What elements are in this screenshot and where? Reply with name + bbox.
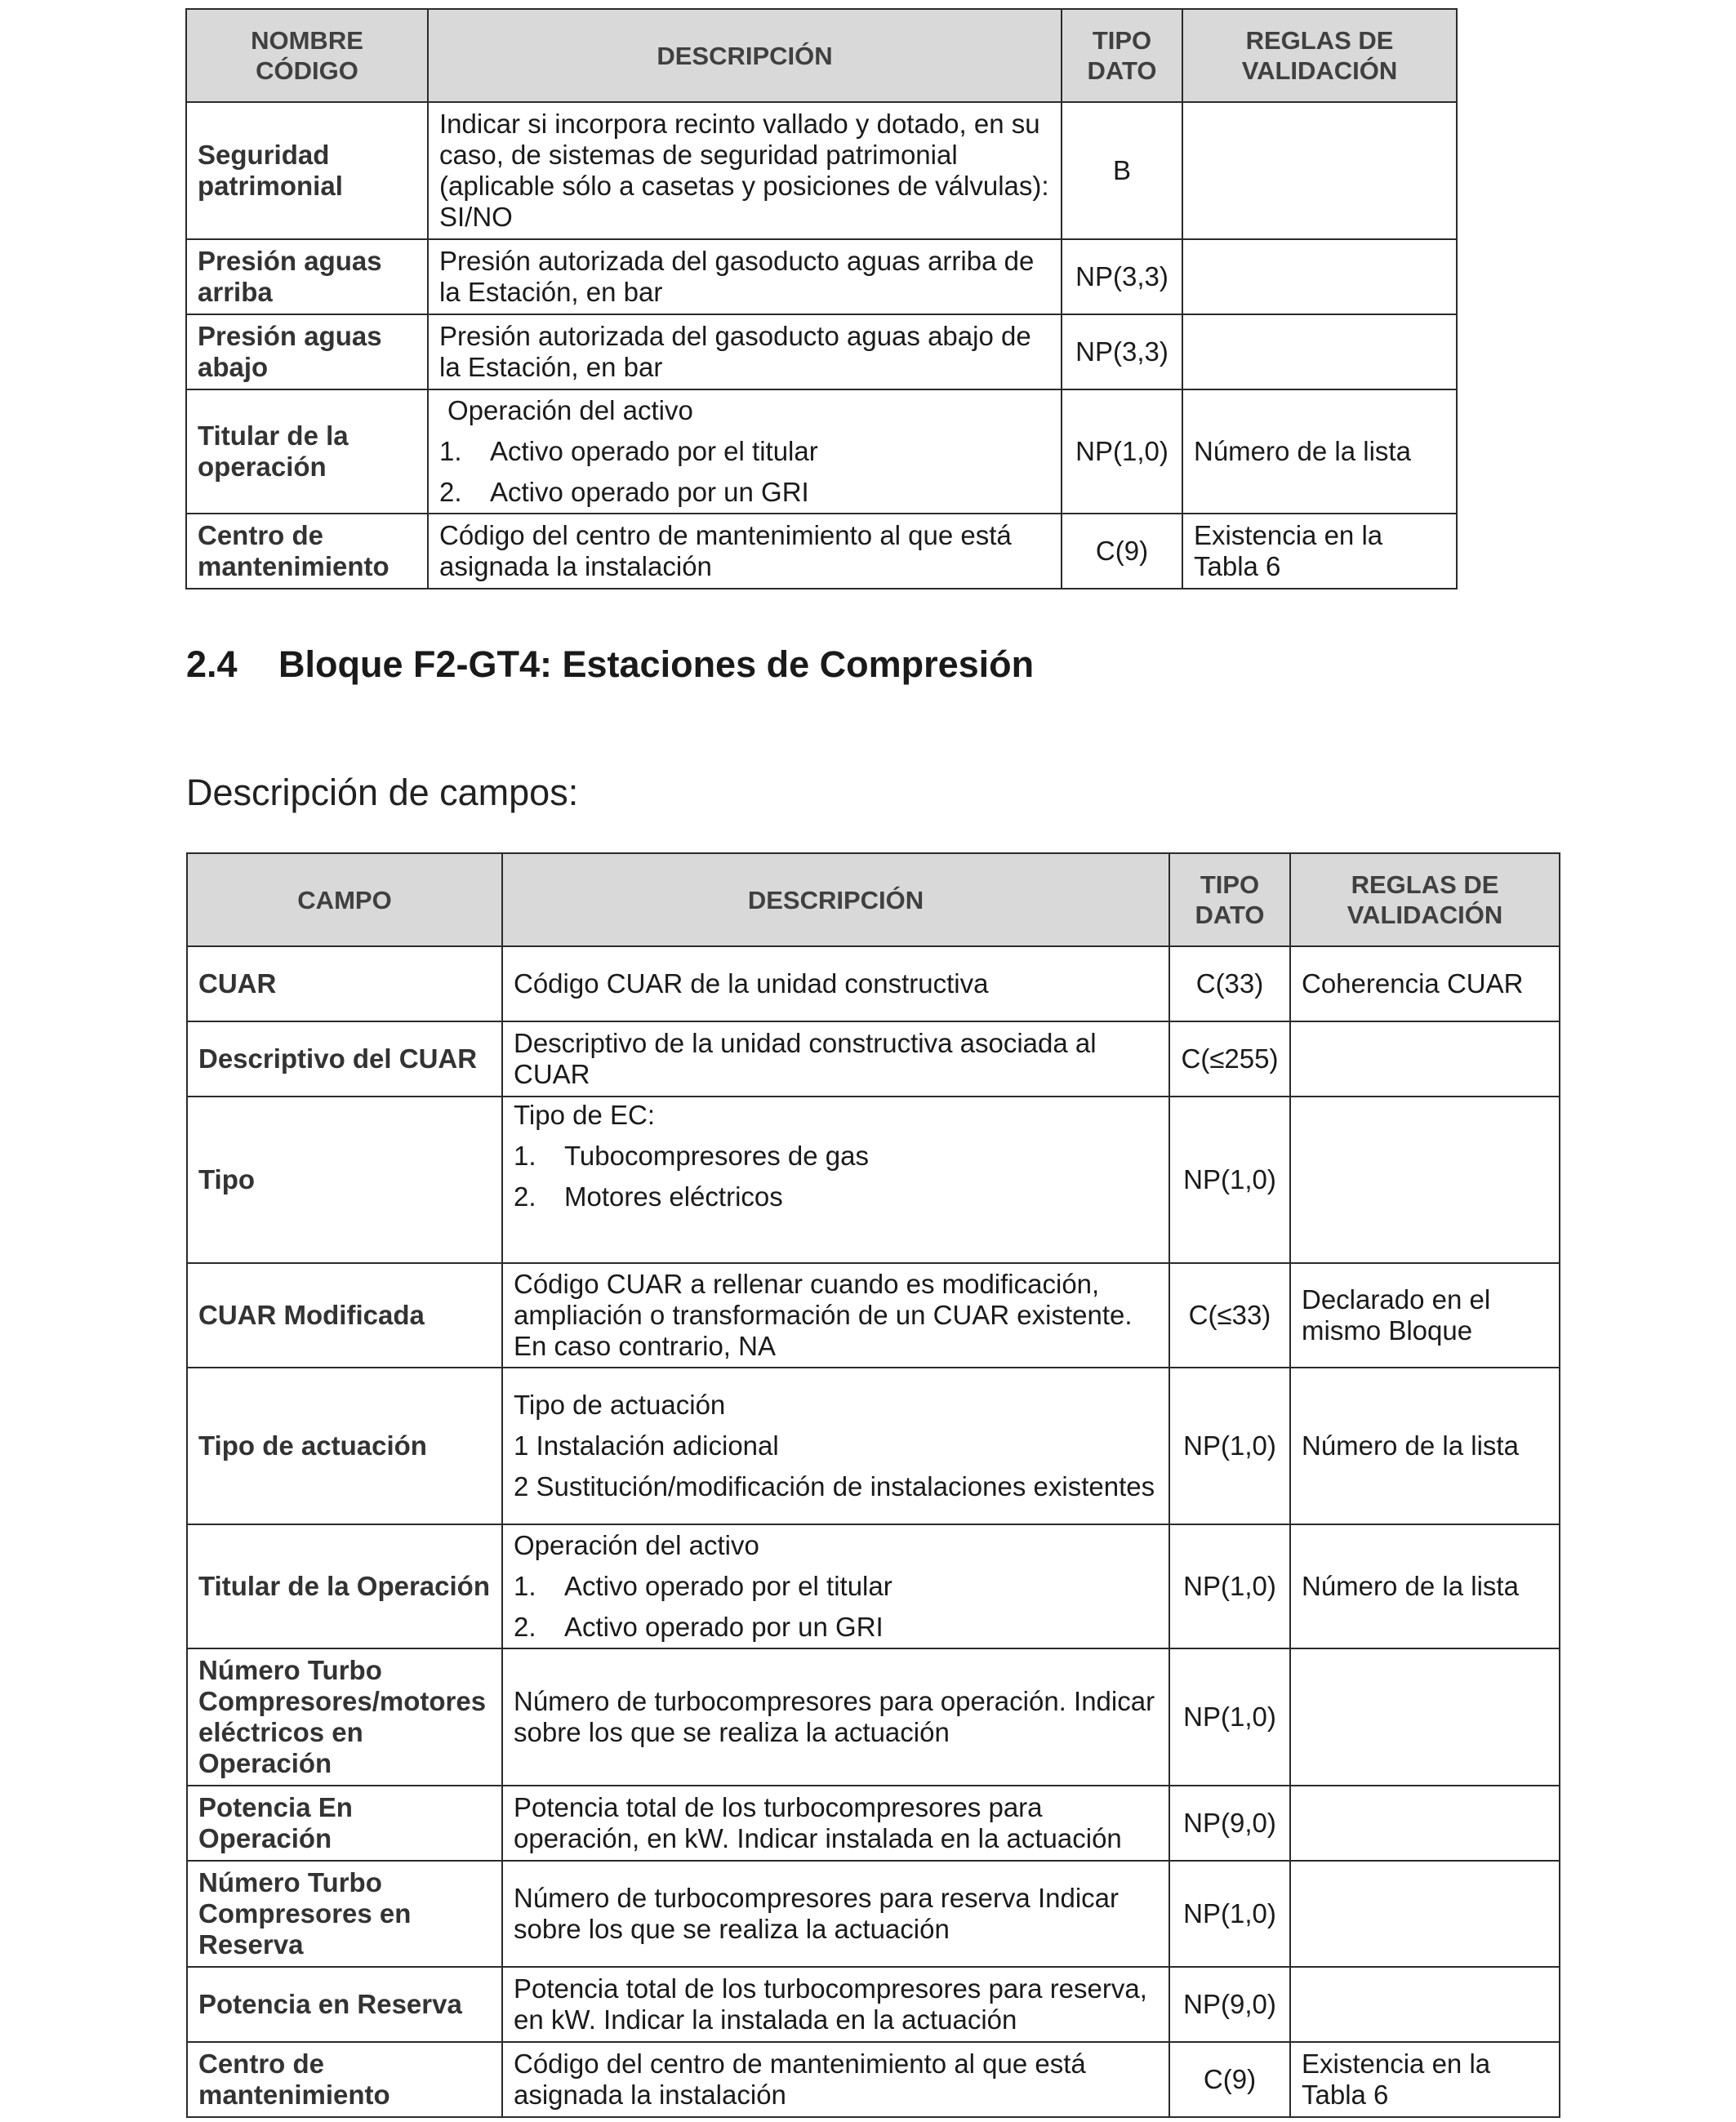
list-item: 1. Tubocompresores de gas xyxy=(514,1141,869,1171)
field-name: Presión aguas abajo xyxy=(186,314,428,389)
table-row xyxy=(186,239,1457,314)
table-row xyxy=(187,1368,1560,1524)
table-header xyxy=(186,9,1457,102)
field-description: Número de turbocompresores para reserva Indicar sobre los que se realiza la actuación xyxy=(502,1861,1169,1967)
section-heading xyxy=(186,643,1034,686)
field-name: Centro de mantenimiento xyxy=(186,514,428,589)
list-item: 1. Activo operado por el titular xyxy=(514,1571,892,1601)
header-campo: CAMPO xyxy=(187,853,502,946)
field-rule xyxy=(1290,1786,1560,1861)
field-rule xyxy=(1290,1967,1560,2042)
field-name: Descriptivo del CUAR xyxy=(187,1021,502,1097)
field-rule xyxy=(1182,239,1457,314)
field-name: Potencia en Reserva xyxy=(187,1967,502,2042)
field-type: NP(1,0) xyxy=(1062,389,1182,514)
field-type: NP(1,0) xyxy=(1169,1524,1290,1648)
table-station-fields xyxy=(185,8,1458,589)
field-rule: Coherencia CUAR xyxy=(1290,946,1560,1021)
field-description: Descriptivo de la unidad constructiva asociada al CUAR xyxy=(502,1021,1169,1097)
table-row xyxy=(187,1524,1560,1648)
field-type: C(9) xyxy=(1062,514,1182,589)
table-row xyxy=(186,389,1457,514)
field-description: Potencia total de los turbocompresores para operación, en kW. Indicar instalada en la actuación xyxy=(502,1786,1169,1861)
field-rule xyxy=(1290,1861,1560,1967)
field-description: Número de turbocompresores para operación. Indicar sobre los que se realiza la actuación xyxy=(502,1648,1169,1786)
field-description: Potencia total de los turbocompresores para reserva, en kW. Indicar la instalada en la actuación xyxy=(502,1967,1169,2042)
table-row xyxy=(187,1021,1560,1097)
field-name: Titular de la Operación xyxy=(187,1524,502,1648)
field-type: NP(1,0) xyxy=(1169,1861,1290,1967)
table-row xyxy=(187,1097,1560,1263)
field-type: NP(3,3) xyxy=(1062,239,1182,314)
fields-subtitle: Descripción de campos: xyxy=(186,772,579,813)
list-item: 2. Activo operado por un GRI xyxy=(514,1612,884,1642)
field-description: Presión autorizada del gasoducto aguas abajo de la Estación, en bar xyxy=(428,314,1062,389)
field-name: Presión aguas arriba xyxy=(186,239,428,314)
description-line: 1 Instalación adicional xyxy=(514,1430,779,1461)
field-name: Tipo xyxy=(187,1097,502,1263)
table-row xyxy=(187,1861,1560,1967)
header-descripcion: DESCRIPCIÓN xyxy=(502,853,1169,946)
field-rule xyxy=(1290,1097,1560,1263)
field-type: NP(1,0) xyxy=(1169,1368,1290,1524)
description-title: Operación del activo xyxy=(447,395,693,425)
field-name: CUAR xyxy=(187,946,502,1021)
table-row xyxy=(187,2042,1560,2117)
description-line: 2 Sustitución/modificación de instalaciones existentes xyxy=(514,1471,1155,1501)
list-item: 2. Motores eléctricos xyxy=(514,1181,783,1212)
field-description: Código del centro de mantenimiento al que está asignada la instalación xyxy=(428,514,1062,589)
field-description: Código del centro de mantenimiento al que está asignada la instalación xyxy=(502,2042,1169,2117)
field-description xyxy=(428,389,1062,514)
field-description: Indicar si incorpora recinto vallado y dotado, en su caso, de sistemas de seguridad patrimonial (aplicable sólo a casetas y posiciones de válvulas): SI/NO xyxy=(428,102,1062,239)
field-name: Número Turbo Compresores en Reserva xyxy=(187,1861,502,1967)
table-row xyxy=(187,1786,1560,1861)
field-description: Código CUAR de la unidad constructiva xyxy=(502,946,1169,1021)
field-rule: Declarado en el mismo Bloque xyxy=(1290,1263,1560,1368)
header-nombre-codigo: NOMBRE CÓDIGO xyxy=(186,9,428,102)
field-type: NP(3,3) xyxy=(1062,314,1182,389)
header-reglas-validacion: REGLAS DE VALIDACIÓN xyxy=(1290,853,1560,946)
description-line: Tipo de actuación xyxy=(514,1390,726,1420)
field-rule: Existencia en la Tabla 6 xyxy=(1182,514,1457,589)
field-type: NP(9,0) xyxy=(1169,1967,1290,2042)
list-item: 1. Activo operado por el titular xyxy=(439,436,818,466)
table-row xyxy=(187,946,1560,1021)
field-type: NP(1,0) xyxy=(1169,1097,1290,1263)
field-name: Centro de mantenimiento xyxy=(187,2042,502,2117)
field-rule xyxy=(1290,1021,1560,1097)
description-title: Tipo de EC: xyxy=(514,1100,656,1130)
field-rule xyxy=(1290,1648,1560,1786)
field-name: CUAR Modificada xyxy=(187,1263,502,1368)
field-description: Código CUAR a rellenar cuando es modificación, ampliación o transformación de un CUAR existente. En caso contrario, NA xyxy=(502,1263,1169,1368)
field-rule: Número de la lista xyxy=(1290,1524,1560,1648)
header-tipo-dato: TIPO DATO xyxy=(1062,9,1182,102)
field-description xyxy=(502,1097,1169,1263)
list-item: 2. Activo operado por un GRI xyxy=(439,477,809,507)
table-row xyxy=(187,1648,1560,1786)
table-row xyxy=(186,514,1457,589)
table-row xyxy=(186,102,1457,239)
field-name: Potencia En Operación xyxy=(187,1786,502,1861)
table-row xyxy=(186,314,1457,389)
table-header xyxy=(187,853,1560,946)
field-rule: Número de la lista xyxy=(1290,1368,1560,1524)
field-description: Presión autorizada del gasoducto aguas arriba de la Estación, en bar xyxy=(428,239,1062,314)
field-type: C(≤255) xyxy=(1169,1021,1290,1097)
field-description xyxy=(502,1524,1169,1648)
field-type: B xyxy=(1062,102,1182,239)
field-name: Titular de la operación xyxy=(186,389,428,514)
field-rule xyxy=(1182,102,1457,239)
section-number: 2.4 xyxy=(186,643,238,685)
field-rule: Existencia en la Tabla 6 xyxy=(1290,2042,1560,2117)
table-row xyxy=(187,1967,1560,2042)
field-name: Seguridad patrimonial xyxy=(186,102,428,239)
field-type: NP(1,0) xyxy=(1169,1648,1290,1786)
field-type: C(≤33) xyxy=(1169,1263,1290,1368)
header-tipo-dato: TIPO DATO xyxy=(1169,853,1290,946)
description-title: Operación del activo xyxy=(514,1530,759,1560)
field-type: NP(9,0) xyxy=(1169,1786,1290,1861)
field-description xyxy=(502,1368,1169,1524)
field-type: C(9) xyxy=(1169,2042,1290,2117)
field-type: C(33) xyxy=(1169,946,1290,1021)
field-name: Número Turbo Compresores/motores eléctricos en Operación xyxy=(187,1648,502,1786)
field-rule xyxy=(1182,314,1457,389)
header-descripcion: DESCRIPCIÓN xyxy=(428,9,1062,102)
section-title: Bloque F2-GT4: Estaciones de Compresión xyxy=(278,643,1035,685)
table-compression-fields xyxy=(186,852,1560,2118)
table-row xyxy=(187,1263,1560,1368)
header-reglas-validacion: REGLAS DE VALIDACIÓN xyxy=(1182,9,1457,102)
field-name: Tipo de actuación xyxy=(187,1368,502,1524)
field-rule: Número de la lista xyxy=(1182,389,1457,514)
